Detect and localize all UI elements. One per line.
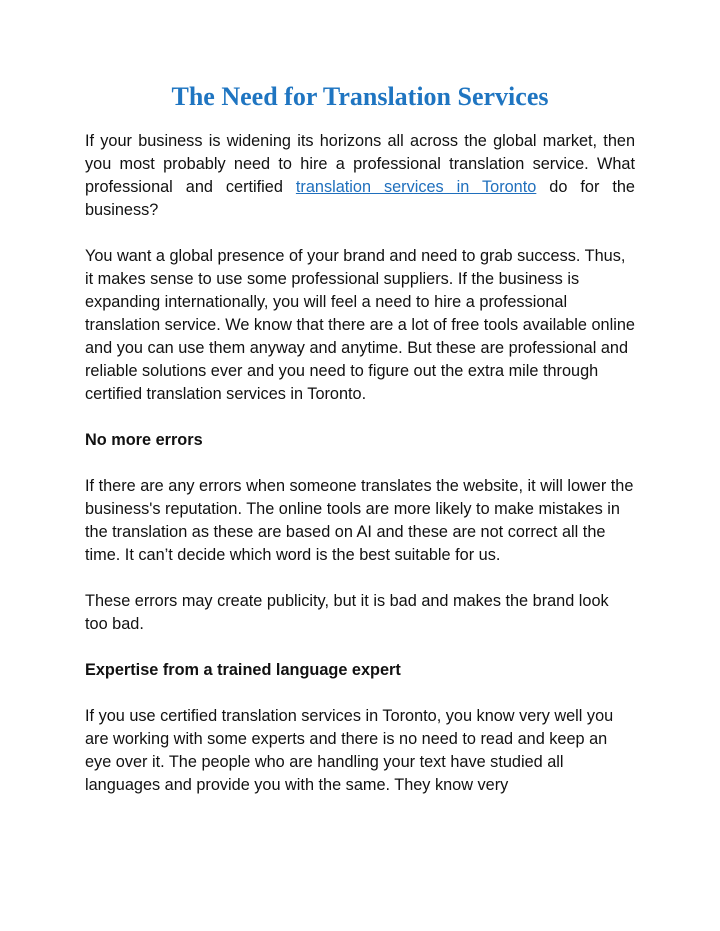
intro-text-before-link: If your business is widening its horizons all across the global market, then you most probably need to hire a professional translation service. What professional and certified [85,132,635,196]
intro-text-after-link: do for the business? [85,178,635,219]
section-heading-expertise: Expertise from a trained language expert [85,661,401,679]
intro-paragraph [85,130,635,222]
section-heading-no-more-errors: No more errors [85,431,203,449]
document-title: The Need for Translation Services [171,82,549,111]
document-body [85,130,635,820]
translation-services-link[interactable]: translation services in Toronto [295,178,537,196]
paragraph-global-presence: You want a global presence of your brand and need to grab success. Thus, it makes sense to use some professional suppliers. If the business is expanding internationally, you will feel a need to hire a professional translation service. We know that there are a lot of free tools available online and you can use them anyway and anytime. But these are professional and reliable solutions ever and you need to figure out the extra mile through certified translation services in Toronto. [85,247,635,403]
paragraph-expertise: If you use certified translation services in Toronto, you know very well you are working with some experts and there is no need to read and keep an eye over it. The people who are handling your text have studied all languages and provide you with the same. They know very [85,707,614,794]
paragraph-publicity: These errors may create publicity, but it is bad and makes the brand look too bad. [85,592,609,633]
paragraph-errors: If there are any errors when someone translates the website, it will lower the business's reputation. The online tools are more likely to make mistakes in the translation as these are based on AI and these are not correct all the time. It can’t decide which word is the best suitable for us. [85,477,634,564]
